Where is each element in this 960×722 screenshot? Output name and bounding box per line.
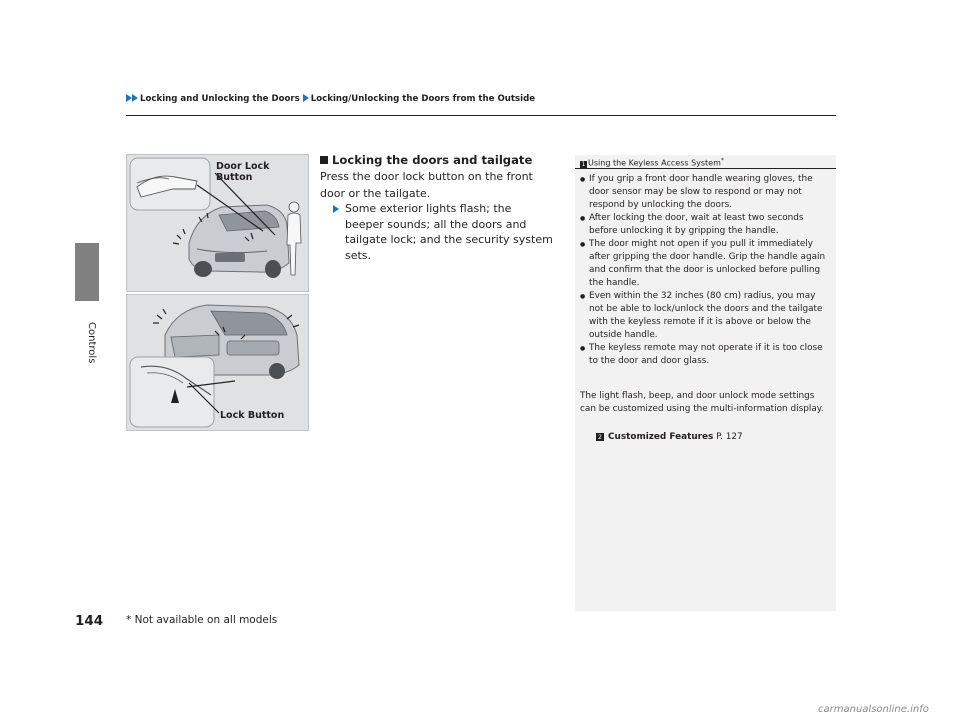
header-divider: [126, 115, 836, 116]
door-lock-illustration: [126, 154, 309, 292]
customized-features-link[interactable]: 2 Customized Features P. 127: [597, 432, 743, 442]
section-result: Some exterior lights flash; the beeper sounds; all the doors and tailgate lock; and the security system sets.: [333, 201, 553, 263]
note-divider: [575, 168, 836, 169]
chapter-label: Controls: [86, 322, 97, 364]
section-body: Press the door lock button on the front door or the tailgate.: [320, 170, 533, 200]
reference-icon: 2: [597, 433, 603, 441]
note-heading: 1 Using the Keyless Access System*: [581, 157, 724, 168]
breadcrumb-level2[interactable]: Locking/Unlocking the Doors from the Outside: [310, 94, 536, 104]
note-number-icon: 1: [581, 160, 586, 168]
list-item: ● After locking the door, wait at least two seconds before unlocking it by gripping the handle.: [580, 212, 832, 238]
lock-button-label: Lock Button: [220, 410, 285, 421]
breadcrumb: [126, 94, 535, 104]
footnote: * Not available on all models: [126, 614, 278, 626]
result-arrow-icon: [333, 205, 339, 213]
chapter-tab: [75, 243, 97, 301]
chapter-tab-edge: [97, 243, 99, 301]
tailgate-lock-illustration: [126, 294, 309, 431]
section-marker-icon: [320, 156, 328, 164]
note-bullet-list: [580, 173, 832, 368]
section-title: Locking the doors and tailgate: [320, 153, 532, 167]
breadcrumb-arrow-icon: [303, 94, 309, 102]
list-item: ● The keyless remote may not operate if it is too close to the door and door glass.: [580, 342, 832, 368]
list-item: ● The door might not open if you pull it immediately after gripping the door handle. Grip the handle again and confirm that the door is unlocked before pulling the handle.: [580, 238, 832, 290]
note-asterisk: *: [720, 157, 724, 164]
page-number: 144: [75, 613, 104, 629]
breadcrumb-arrow-icon: [132, 94, 138, 102]
list-item: ● Even within the 32 inches (80 cm) radius, you may not be able to lock/unlock the doors and the tailgate with the keyless remote if it is above or below the outside handle.: [580, 290, 832, 342]
list-item: ● If you grip a front door handle wearing gloves, the door sensor may be slow to respond or may not respond by unlocking the doors.: [580, 173, 832, 212]
door-lock-button-label: Door Lock Button: [216, 161, 270, 183]
breadcrumb-level1[interactable]: Locking and Unlocking the Doors: [140, 94, 300, 104]
watermark: carmanualsonline.info: [818, 704, 929, 715]
note-paragraph: The light flash, beep, and door unlock mode settings can be customized using the multi-information display.: [580, 391, 824, 414]
